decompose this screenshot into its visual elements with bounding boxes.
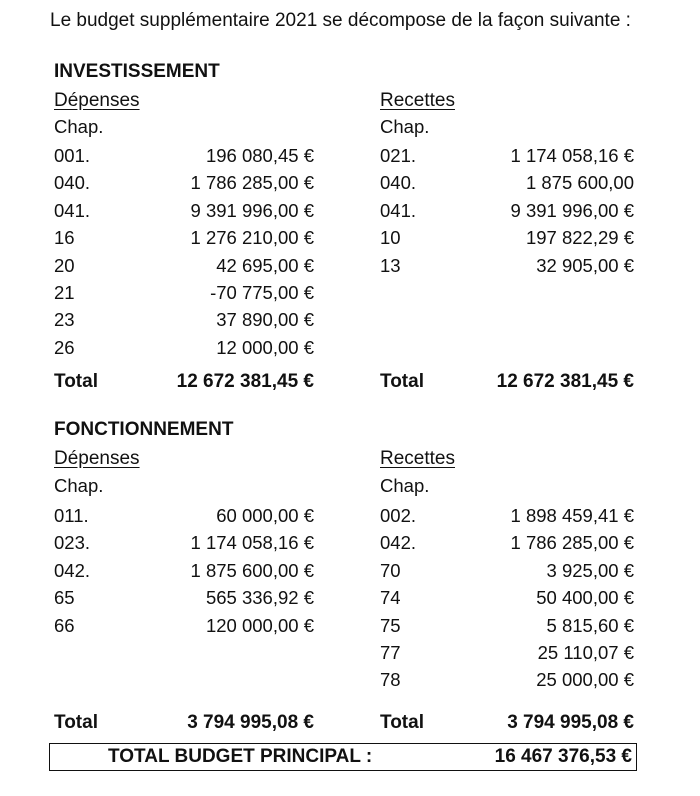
- chapter-code: 021.: [380, 145, 417, 166]
- chapter-code: 78: [380, 669, 401, 691]
- chapter-amount: 1 174 058,16 €: [510, 145, 634, 166]
- table-row: [54, 306, 314, 333]
- total-label: Total: [380, 712, 424, 733]
- inv-depenses-chap: Chap.: [54, 116, 104, 137]
- fonc-depenses-total: [54, 710, 314, 736]
- chapter-amount: 1 786 285,00 €: [190, 172, 314, 194]
- chapter-code: 011.: [54, 505, 89, 526]
- table-row: [54, 197, 314, 224]
- chapter-code: 13: [380, 254, 401, 276]
- chapter-amount: 9 391 996,00 €: [510, 199, 634, 221]
- table-row: [54, 334, 314, 361]
- total-label: Total: [380, 371, 424, 392]
- chapter-code: 77: [380, 641, 401, 663]
- chapter-amount: 32 905,00 €: [536, 254, 634, 276]
- inv-recettes-total: [380, 369, 634, 395]
- fonc-recettes-total: [380, 710, 634, 736]
- chapter-amount: 120 000,00 €: [205, 614, 314, 636]
- chapter-code: 042.: [54, 559, 91, 581]
- chapter-amount: -70 775,00 €: [210, 281, 314, 303]
- table-row: [380, 224, 634, 251]
- section-title-investissement: INVESTISSEMENT: [54, 61, 220, 82]
- chapter-code: 66: [54, 614, 75, 636]
- fonc-recettes-heading: Recettes: [380, 448, 455, 469]
- chapter-amount: 1 875 600,00: [525, 172, 634, 194]
- grand-total-label: TOTAL BUDGET PRINCIPAL :: [108, 746, 373, 767]
- chapter-code: 70: [380, 559, 401, 581]
- chapter-amount: 1 174 058,16 €: [190, 532, 314, 554]
- chapter-amount: 197 822,29 €: [525, 227, 634, 249]
- chapter-code: 041.: [380, 199, 417, 221]
- fonc-depenses-heading: Dépenses: [54, 448, 140, 469]
- table-row: [54, 557, 314, 584]
- table-row: [54, 142, 314, 169]
- grand-total-box: [49, 743, 637, 771]
- table-row: [380, 557, 634, 584]
- chapter-amount: 1 875 600,00 €: [190, 559, 314, 581]
- table-row: [54, 502, 314, 529]
- chapter-code: 75: [380, 614, 401, 636]
- table-row: [54, 224, 314, 251]
- table-row: [380, 502, 634, 529]
- table-row: [380, 169, 634, 196]
- inv-recettes-chap: Chap.: [380, 116, 430, 137]
- chapter-code: 23: [54, 309, 75, 331]
- section-title-fonctionnement: FONCTIONNEMENT: [54, 419, 234, 440]
- chapter-code: 65: [54, 587, 75, 609]
- inv-recettes-rows: [380, 142, 634, 279]
- total-label: Total: [54, 712, 98, 733]
- inv-recettes-heading: Recettes: [380, 90, 455, 111]
- total-value: 12 672 381,45 €: [176, 371, 314, 392]
- chapter-amount: 5 815,60 €: [546, 614, 634, 636]
- fonc-recettes-chap: Chap.: [380, 475, 430, 496]
- chapter-code: 042.: [380, 532, 417, 554]
- chapter-code: 040.: [54, 172, 91, 194]
- chapter-amount: 50 400,00 €: [536, 587, 634, 609]
- chapter-amount: 1 786 285,00 €: [510, 532, 634, 554]
- intro-text: Le budget supplémentaire 2021 se décompose de la façon suivante :: [50, 10, 631, 31]
- chapter-amount: 1 898 459,41 €: [510, 505, 634, 526]
- chapter-code: 20: [54, 254, 75, 276]
- table-row: [54, 252, 314, 279]
- chapter-code: 16: [54, 227, 75, 249]
- table-row: [380, 252, 634, 279]
- chapter-code: 001.: [54, 145, 91, 166]
- table-row: [380, 666, 634, 693]
- table-row: [380, 612, 634, 639]
- table-row: [54, 584, 314, 611]
- chapter-code: 74: [380, 587, 401, 609]
- fonc-depenses-rows: [54, 502, 314, 639]
- inv-depenses-total: [54, 369, 314, 395]
- chapter-amount: 3 925,00 €: [546, 559, 634, 581]
- chapter-code: 26: [54, 336, 75, 358]
- chapter-amount: 565 336,92 €: [205, 587, 314, 609]
- inv-depenses-rows: [54, 142, 314, 361]
- chapter-code: 002.: [380, 505, 417, 526]
- table-row: [54, 279, 314, 306]
- table-row: [54, 169, 314, 196]
- chapter-code: 023.: [54, 532, 91, 554]
- chapter-amount: 25 110,07 €: [537, 641, 634, 663]
- total-value: 3 794 995,08 €: [187, 712, 314, 733]
- chapter-amount: 60 000,00 €: [216, 505, 314, 526]
- chapter-amount: 42 695,00 €: [216, 254, 314, 276]
- table-row: [54, 612, 314, 639]
- chapter-amount: 1 276 210,00 €: [190, 227, 314, 249]
- chapter-code: 041.: [54, 199, 91, 221]
- chapter-amount: 9 391 996,00 €: [190, 199, 314, 221]
- table-row: [380, 197, 634, 224]
- total-label: Total: [54, 371, 98, 392]
- chapter-code: 21: [54, 281, 75, 303]
- fonc-depenses-chap: Chap.: [54, 475, 104, 496]
- chapter-amount: 196 080,45 €: [205, 145, 314, 166]
- table-row: [380, 584, 634, 611]
- chapter-amount: 25 000,00 €: [536, 669, 634, 691]
- chapter-amount: 12 000,00 €: [216, 336, 314, 358]
- chapter-code: 10: [380, 227, 401, 249]
- table-row: [380, 639, 634, 666]
- total-value: 12 672 381,45 €: [496, 371, 634, 392]
- total-value: 3 794 995,08 €: [507, 712, 634, 733]
- grand-total-value: 16 467 376,53 €: [494, 746, 632, 767]
- table-row: [54, 529, 314, 556]
- chapter-code: 040.: [380, 172, 417, 194]
- chapter-amount: 37 890,00 €: [216, 309, 314, 331]
- table-row: [380, 529, 634, 556]
- inv-depenses-heading: Dépenses: [54, 90, 140, 111]
- table-row: [380, 142, 634, 169]
- fonc-recettes-rows: [380, 502, 634, 694]
